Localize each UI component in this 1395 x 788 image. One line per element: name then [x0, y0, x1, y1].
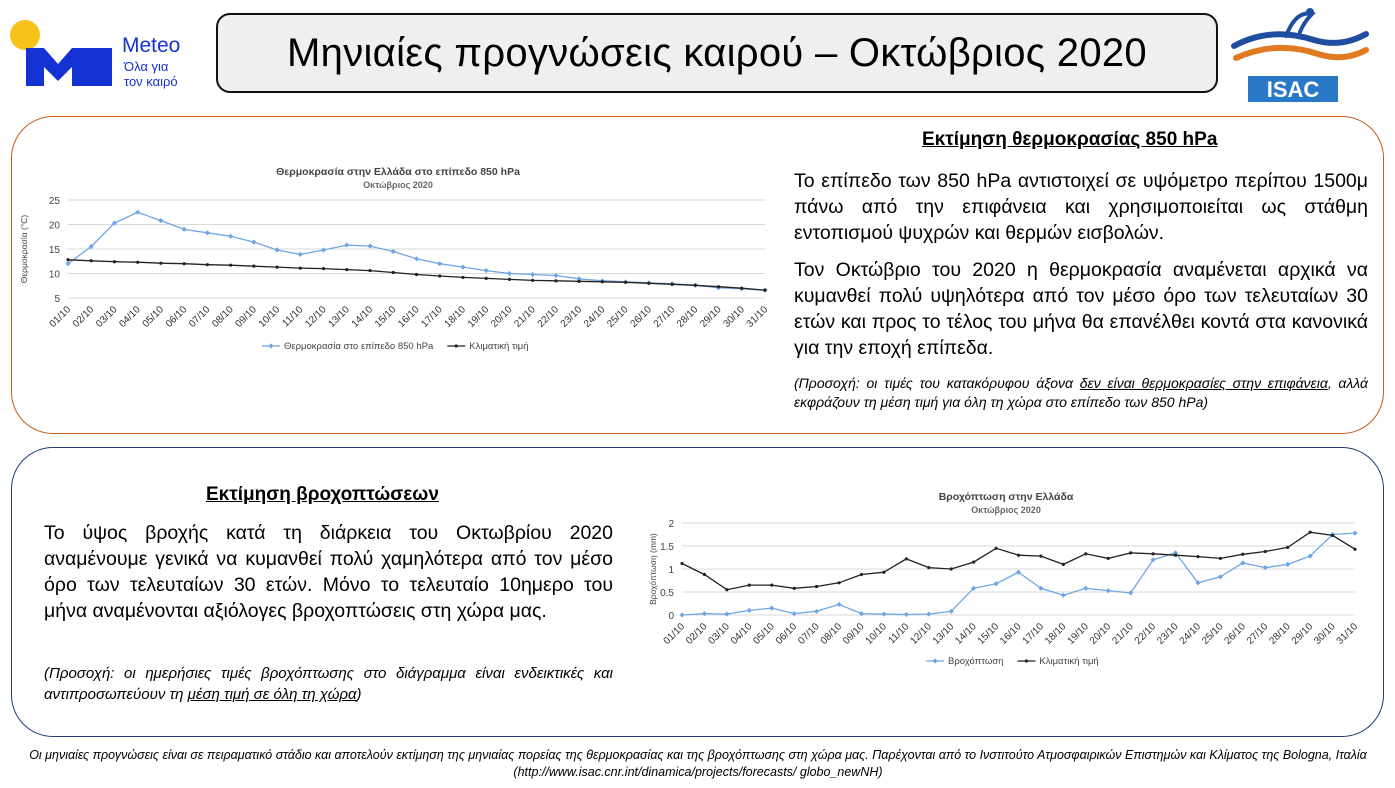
rain-series-1-point	[769, 606, 774, 611]
isac-head-icon	[1306, 8, 1314, 16]
rain-x-tick-label: 16/10	[998, 621, 1024, 647]
rain-legend-label-2: Κλιματική τιμή	[1039, 656, 1099, 667]
temp-y-tick-label: 10	[48, 269, 60, 281]
temp-series-2-point	[392, 271, 395, 274]
temp-series-2-point	[601, 280, 604, 283]
rain-series-2-point	[815, 585, 818, 588]
rain-series-2-point	[725, 588, 728, 591]
temp-x-tick-label: 28/10	[674, 304, 701, 330]
rain-series-1-point	[926, 611, 931, 616]
temp-x-tick-label: 16/10	[396, 304, 422, 330]
temp-series-2-point	[578, 280, 581, 283]
temp-chart-subtitle: Οκτώβριος 2020	[363, 180, 433, 190]
temp-x-tick-label: 27/10	[651, 304, 678, 330]
rain-series-2-point	[1241, 553, 1244, 556]
temp-series-2-point	[276, 266, 279, 269]
temp-series-2-point	[415, 273, 418, 276]
temp-series-1-point	[228, 234, 233, 239]
temp-series-1-point	[414, 256, 419, 261]
rain-series-1-point	[1352, 531, 1357, 536]
rain-x-tick-label: 10/10	[863, 621, 890, 647]
isac-logo-mark	[1226, 4, 1386, 106]
rain-x-tick-label: 14/10	[953, 621, 979, 647]
temp-series-2-point	[740, 287, 743, 290]
rain-y-tick-label: 0.5	[660, 588, 674, 599]
temp-series-2-point	[624, 281, 627, 284]
temp-series-2-point	[252, 265, 255, 268]
rain-y-tick-label: 0	[668, 611, 674, 622]
rain-series-2-point	[770, 584, 773, 587]
temp-series-1-point	[298, 252, 303, 257]
temp-x-tick-label: 01/10	[47, 304, 74, 330]
rain-series-2-point	[1017, 554, 1020, 557]
temp-x-tick-label: 14/10	[349, 304, 376, 330]
rain-x-tick-label: 06/10	[773, 621, 800, 647]
rain-x-tick-label: 23/10	[1155, 621, 1181, 647]
temp-series-2-point	[66, 258, 69, 261]
temp-series-2-point	[183, 262, 186, 265]
rain-series-2-point	[860, 573, 863, 576]
rain-x-tick-label: 25/10	[1200, 621, 1226, 647]
rain-series-2-point	[1084, 552, 1087, 555]
temp-x-tick-label: 25/10	[605, 304, 631, 330]
temp-series-1-point	[182, 227, 187, 232]
rain-series-2-point	[837, 581, 840, 584]
rain-series-1-point	[836, 602, 841, 607]
temp-series-1-point	[507, 271, 512, 276]
temp-x-tick-label: 26/10	[628, 304, 654, 330]
temp-legend-marker-1	[268, 343, 273, 348]
temp-series-2-point	[136, 261, 139, 264]
temp-series-1-point	[391, 249, 396, 254]
rain-x-tick-label: 17/10	[1020, 621, 1047, 647]
temperature-heading: Εκτίμηση θερμοκρασίας 850 hPa	[922, 129, 1218, 150]
temp-x-tick-label: 22/10	[535, 304, 562, 330]
title-box	[216, 13, 1218, 93]
temp-series-2-point	[113, 260, 116, 263]
sun-icon	[10, 20, 40, 50]
temp-series-1-point	[321, 247, 326, 252]
temp-x-tick-label: 31/10	[744, 304, 771, 330]
temp-series-line-1	[68, 212, 765, 290]
rain-x-tick-label: 30/10	[1312, 621, 1338, 647]
temp-series-2-point	[206, 263, 209, 266]
temp-series-2-point	[763, 289, 766, 292]
temp-x-tick-label: 29/10	[698, 304, 724, 330]
temp-series-2-point	[345, 268, 348, 271]
rain-series-2-point	[1309, 531, 1312, 534]
temp-chart-title: Θερμοκρασία στην Ελλάδα στο επίπεδο 850 hPa	[276, 166, 520, 178]
temp-x-tick-label: 30/10	[721, 304, 747, 330]
rain-series-2-point	[1129, 551, 1132, 554]
temp-x-tick-label: 04/10	[117, 304, 143, 330]
temp-legend-label-1: Θερμοκρασία στο επίπεδο 850 hPa	[284, 341, 434, 352]
rain-x-tick-label: 04/10	[728, 621, 755, 647]
rain-series-2-point	[1196, 555, 1199, 558]
temp-series-2-point	[554, 279, 557, 282]
temp-series-1-point	[437, 261, 442, 266]
temp-series-1-point	[460, 265, 465, 270]
temp-x-tick-label: 11/10	[280, 304, 306, 330]
rain-series-1-point	[881, 611, 886, 616]
rain-x-tick-label: 07/10	[796, 621, 822, 647]
rain-y-tick-label: 1.5	[660, 542, 674, 553]
rain-series-2-point	[1286, 546, 1289, 549]
temp-series-2-point	[508, 278, 511, 281]
rain-x-tick-label: 05/10	[751, 621, 777, 647]
rain-paragraph: Το ύψος βροχής κατά τη διάρκεια του Οκτωβρίου 2020 αναμένουμε γενικά να κυμανθεί πολύ χαμηλότερα από τον μέσο όρο των τελευταίων 30 ετών. Μόνο το τελευταίο 10ημερο του μήνα αναμένονται αξιόλογες βροχοπτώσεις στη χώρα μας.	[44, 522, 613, 622]
rain-note-end: )	[356, 686, 362, 703]
rain-y-axis-label: Βροχόπτωση (mm)	[648, 533, 658, 605]
rain-series-2-point	[1039, 555, 1042, 558]
temp-series-2-point	[299, 267, 302, 270]
temp-series-1-point	[205, 230, 210, 235]
temp-y-tick-label: 15	[48, 245, 60, 256]
temperature-note-underlined: δεν είναι θερμοκρασίες στην επιφάνεια	[1079, 375, 1328, 391]
rain-x-tick-label: 19/10	[1065, 621, 1091, 647]
rain-series-1-point	[1083, 586, 1088, 591]
rain-series-2-point	[703, 573, 706, 576]
temp-series-2-point	[670, 283, 673, 286]
rain-x-tick-label: 12/10	[908, 621, 934, 647]
temp-series-1-point	[275, 247, 280, 252]
temp-x-tick-label: 24/10	[582, 304, 608, 330]
temp-x-tick-label: 17/10	[419, 304, 445, 330]
temp-series-2-point	[322, 267, 325, 270]
rain-series-2-point	[1264, 550, 1267, 553]
rain-series-1-point	[993, 581, 998, 586]
temp-series-1-point	[367, 243, 372, 248]
rain-series-1-point	[904, 612, 909, 617]
rain-series-2-point	[793, 587, 796, 590]
temp-x-tick-label: 19/10	[465, 304, 492, 330]
rain-series-2-point	[905, 557, 908, 560]
temperature-note	[794, 374, 1368, 412]
rain-y-tick-label: 2	[668, 519, 674, 530]
temp-series-1-point	[135, 210, 140, 215]
temp-x-tick-label: 20/10	[489, 304, 515, 330]
temp-y-tick-label: 5	[54, 294, 60, 305]
meteo-logo[interactable]	[8, 18, 208, 96]
rain-series-1-point	[814, 609, 819, 614]
rain-series-2-point	[1152, 552, 1155, 555]
rain-series-1-point	[1285, 562, 1290, 567]
meteo-brand: Meteo	[122, 34, 181, 57]
rain-legend-marker-2	[1025, 659, 1028, 662]
rain-chart-subtitle: Οκτώβριος 2020	[971, 505, 1041, 515]
rain-series-2-point	[748, 584, 751, 587]
rain-series-2-point	[972, 561, 975, 564]
temp-series-1-point	[530, 272, 535, 277]
rain-x-tick-label: 20/10	[1087, 621, 1114, 647]
rain-x-tick-label: 01/10	[661, 621, 688, 647]
meteo-logo-mark	[8, 18, 208, 96]
rain-x-tick-label: 29/10	[1289, 621, 1316, 647]
temp-legend-marker-2	[455, 344, 458, 347]
temp-y-axis-label: Θερμοκρασία (°C)	[19, 214, 29, 284]
rain-x-tick-label: 03/10	[706, 621, 732, 647]
temperature-note-start: (Προσοχή: οι τιμές του κατακόρυφου άξονα	[794, 375, 1080, 391]
temp-series-2-point	[159, 262, 162, 265]
rain-x-tick-label: 21/10	[1110, 621, 1136, 647]
rain-x-tick-label: 02/10	[684, 621, 710, 647]
temp-x-tick-label: 23/10	[558, 304, 585, 330]
temp-series-1-point	[158, 218, 163, 223]
rain-x-tick-label: 13/10	[930, 621, 957, 647]
rain-legend-marker-1	[932, 658, 937, 663]
rain-chart	[640, 485, 1370, 675]
rain-y-tick-label: 1	[668, 565, 674, 576]
temp-x-tick-label: 06/10	[163, 304, 190, 330]
rain-series-1-point	[747, 608, 752, 613]
rain-series-2-point	[994, 547, 997, 550]
footer-disclaimer: Οι μηνιαίες προγνώσεις είναι σε πειραματικό στάδιο και αποτελούν εκτίμηση της μηνιαίας πορείας της θερμοκρασίας και της βροχόπτωσης στη χώρα μας. Παρέχονται από το Ινστιτούτο Ατμοσφαιρικών Επιστημών και Κλίματος της Bologna, Ιταλία (http://www.isac.cnr.int/dinamica/projects/forecasts/ globo_newNH)	[29, 748, 1367, 779]
rain-series-line-2	[682, 532, 1355, 590]
meteo-m-icon	[26, 48, 90, 86]
rain-x-tick-label: 08/10	[818, 621, 845, 647]
temp-series-2-point	[438, 274, 441, 277]
temp-series-2-point	[485, 277, 488, 280]
isac-wave-blue-icon	[1234, 34, 1366, 46]
temp-x-tick-label: 07/10	[187, 304, 213, 330]
rain-series-2-point	[680, 562, 683, 565]
temp-series-2-point	[90, 259, 93, 262]
rain-series-2-point	[1062, 563, 1065, 566]
temp-series-2-point	[694, 284, 697, 287]
rain-x-tick-label: 11/10	[886, 621, 912, 647]
rain-series-2-point	[1107, 557, 1110, 560]
rain-note	[44, 663, 613, 705]
temp-x-tick-label: 18/10	[442, 304, 469, 330]
isac-logo[interactable]	[1226, 4, 1386, 106]
isac-label: ISAC	[1266, 77, 1320, 102]
temperature-note-end: , αλλά εκφράζουν τη μέση τιμή για όλη τη χώρα στο επίπεδο των 850 hPa)	[794, 375, 1368, 410]
rain-series-2-point	[1353, 548, 1356, 551]
temp-series-2-point	[717, 285, 720, 288]
temperature-paragraph-2: Τον Οκτώβριο του 2020 η θερμοκρασία αναμένεται αρχικά να κυμανθεί πολύ υψηλότερα από τον μέσο όρο των τελευταίων 30 ετών και προς το τέλος του μήνα θα επανέλθει κοντά στα κανονικά για την εποχή επίπεδα.	[794, 259, 1368, 359]
rain-series-1-point	[724, 611, 729, 616]
temp-y-tick-label: 20	[48, 220, 60, 232]
temp-series-2-point	[461, 276, 464, 279]
rain-series-2-point	[1219, 557, 1222, 560]
meteo-tagline-2: τον καιρό	[124, 74, 178, 89]
rain-x-tick-label: 24/10	[1177, 621, 1204, 647]
temp-series-2-point	[531, 279, 534, 282]
rain-x-tick-label: 22/10	[1132, 621, 1159, 647]
temp-x-tick-label: 15/10	[372, 304, 399, 330]
rain-heading: Εκτίμηση βροχοπτώσεων	[206, 484, 439, 505]
temperature-chart	[18, 160, 778, 365]
temp-x-tick-label: 12/10	[303, 304, 329, 330]
rain-series-2-point	[882, 571, 885, 574]
rain-series-1-point	[679, 612, 684, 617]
temp-x-tick-label: 13/10	[326, 304, 352, 330]
rain-note-underlined: μέση τιμή σε όλη τη χώρα	[187, 686, 357, 703]
temperature-paragraph-1: Το επίπεδο των 850 hPa αντιστοιχεί σε υψόμετρο περίπου 1500μ πάνω από την επιφάνεια και χρησιμοποιείται ως στάθμη εντοπισμού ψυχρών και θερμών εισβολών.	[794, 170, 1368, 244]
rain-legend-label-1: Βροχόπτωση	[948, 656, 1004, 667]
temp-series-2-point	[229, 264, 232, 267]
temp-series-1-point	[344, 242, 349, 247]
temp-x-tick-label: 05/10	[140, 304, 167, 330]
rain-x-tick-label: 27/10	[1244, 621, 1271, 647]
meteo-m-right-icon	[90, 48, 112, 86]
rain-x-tick-label: 28/10	[1267, 621, 1293, 647]
rain-note-start: (Προσοχή: οι ημερήσιες τιμές βροχόπτωσης στο διάγραμμα είναι ενδεικτικές και αντιπροσωπεύουν τη	[44, 665, 613, 703]
rain-x-tick-label: 09/10	[841, 621, 867, 647]
temp-legend-label-2: Κλιματική τιμή	[469, 341, 529, 352]
page-title: Μηνιαίες προγνώσεις καιρού – Οκτώβριος 2020	[287, 30, 1147, 75]
rain-x-tick-label: 18/10	[1043, 621, 1069, 647]
rain-chart-title: Βροχόπτωση στην Ελλάδα	[938, 491, 1074, 503]
temp-x-tick-label: 03/10	[94, 304, 120, 330]
rain-x-tick-label: 15/10	[975, 621, 1002, 647]
temp-x-tick-label: 10/10	[256, 304, 283, 330]
temp-series-1-point	[484, 268, 489, 273]
rain-series-2-point	[1331, 534, 1334, 537]
temp-y-tick-label: 25	[48, 196, 60, 207]
isac-wave-orange-icon	[1236, 48, 1366, 58]
rain-x-tick-label: 31/10	[1334, 621, 1361, 647]
rain-series-2-point	[950, 567, 953, 570]
temp-series-2-point	[647, 282, 650, 285]
rain-series-2-point	[927, 566, 930, 569]
temp-x-tick-label: 08/10	[210, 304, 236, 330]
temp-x-tick-label: 21/10	[512, 304, 538, 330]
temp-x-tick-label: 09/10	[233, 304, 259, 330]
rain-x-tick-label: 26/10	[1222, 621, 1248, 647]
rain-series-1-point	[1061, 593, 1066, 598]
temp-series-2-point	[368, 269, 371, 272]
meteo-tagline-1: Όλα για	[124, 59, 169, 74]
temp-series-1-point	[251, 240, 256, 245]
temp-x-tick-label: 02/10	[70, 304, 97, 330]
rain-series-2-point	[1174, 554, 1177, 557]
